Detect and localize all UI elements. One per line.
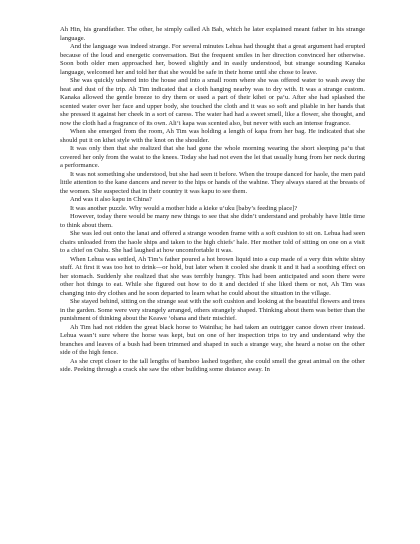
paragraph: It was only then that she realized that she had gone the whole morning wearing the short sleeping pa‘u that covered her only from the waist to the knees. Today she had not even the lei that usually hung from her neck during a performance. — [60, 145, 365, 169]
paragraph: And the language was indeed strange. For several minutes Lehua had thought that a great argument had erupted because of the loud and energetic conversation. But the frequent smiles in her direction convinced her otherwise. Soon both older men approached her, bowed slightly and in easily understood, but strange sounding Kanaka language, welcomed her and told her that she would be safe in their home until she chose to leave. — [60, 43, 365, 76]
paragraph: It was another puzzle. Why would a mother hide a kieke u‘uku [baby’s feeding place]? — [70, 204, 298, 212]
paragraph: When she emerged from the room, Ah Tim was holding a length of kapa from her bag. He indicated that she should put it on kihei style with the knot on the shoulder. — [60, 128, 365, 144]
paragraph: And was it also kapu in China? — [70, 196, 152, 203]
paragraph: However, today there would be many new things to see that she didn’t understand and probably have little time to think about them. — [60, 213, 365, 229]
paragraph: It was not something she understood, but she had seen it before. When the troupe danced for haole, the men paid little attention to the kane dancers and never to the hips or hands of the wahine. They always stared at the breasts of the women. She suspected that in their country it was kapu to see them. — [60, 170, 365, 195]
paragraph: She stayed behind, sitting on the strange seat with the soft cushion and looking at the beautiful flowers and trees in the garden. Some were very strangely arranged, others strangely shaped. Thinking about them was better than the punishment of thinking about the Keawe ‘ohana and their mischief. — [60, 298, 365, 322]
paragraph: As she crept closer to the tall lengths of bamboo lashed together, she could smell the great animal on the other side. Peeking through a crack she saw the other building some distance away. In — [60, 357, 365, 373]
paragraph: She was quickly ushered into the house and into a small room where she was offered water to wash away the heat and dust of the trip. Ah Tim indicated that a cloth hanging nearby was to dry with. It was a strange custom. Kanaka allowed the gentle breeze to dry them or used a part of their kihei or pa‘u. After she had splashed the scented water over her face and upper body, she touched the cloth and it was so soft and pliable in her hands that she pressed it against her cheek in a sort of caress. The water had had a sweet smell, like a flower, she thought, and now the cloth had a fragrance of its own. Ali‘i kapa was scented also, but never with such an intense fragrance. — [60, 77, 365, 127]
paragraph: She was led out onto the lanai and offered a strange wooden frame with a soft cushion to sit on. Lehua had seen chairs unloaded from the haole ships and taken to the high chiefs’ hale. Her mother told of sitting on one on a visit to a chief on Oahu. She had laughed at how uncomfortable it was. — [60, 230, 365, 254]
paragraph: Ah Tim had not ridden the great black horse to Wainiha; he had taken an outrigger canoe down river instead. Lehua wasn’t sure where the horse was kept, but on one of her inspection trips to try and understand why the branches and leaves of a bush had been trimmed and shaped in such a strange way, she heard a noise on the other side of the high fence. — [60, 323, 365, 356]
book-page — [60, 26, 365, 375]
paragraph: Ah Hin, his grandfather. The other, he simply called Ah Bah, which he later explained meant father in his strange language. — [60, 26, 365, 42]
paragraph: When Lehua was settled, Ah Tim’s father poured a hot brown liquid into a cup made of a very thin white shiny stuff. At first it was too hot to drink—or hold, but later when it cooled she drank it and it had a soothing effect on her stomach. Suddenly she realized that she was terribly hungry. This had been anticipated and soon there were other hot things to eat. While she figured out how to do it and decided if she liked them or not, Ah Tim was changing into dry clothes and he soon departed to learn what he could about the situation in the village. — [60, 255, 365, 297]
